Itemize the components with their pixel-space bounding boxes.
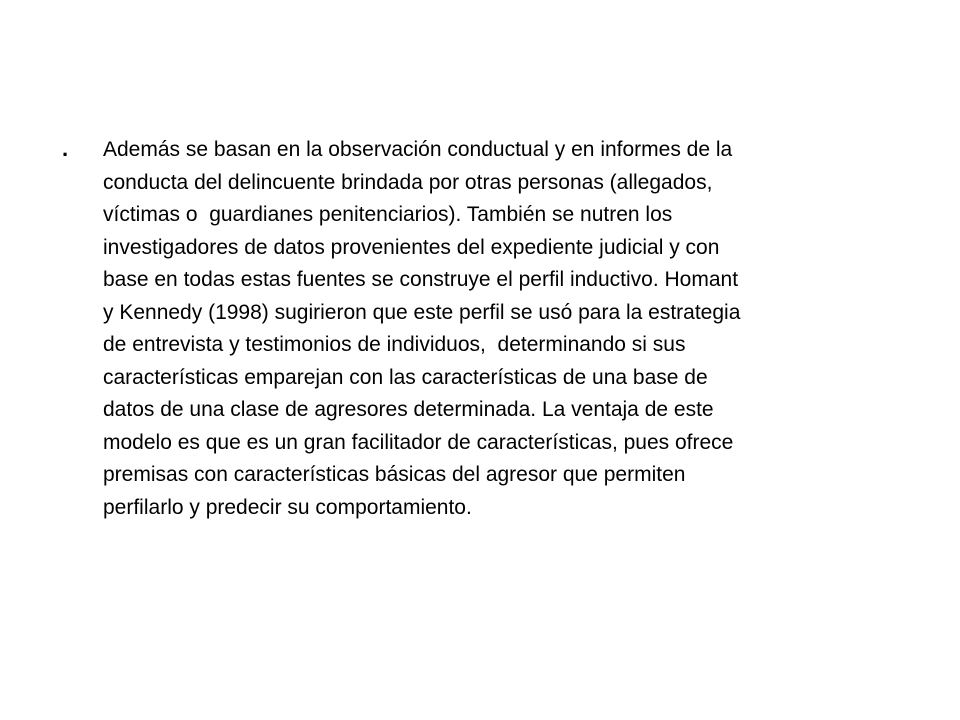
body-paragraph [103, 134, 913, 524]
bullet-marker: . [62, 136, 69, 161]
paragraph-line: víctimas o guardianes penitenciarios). También se nutren los [103, 203, 673, 226]
paragraph-line: y Kennedy (1998) sugirieron que este perfil se usó para la estrategia [103, 300, 741, 324]
paragraph-line: modelo es que es un gran facilitador de características, pues ofrece [103, 430, 734, 454]
paragraph-line: investigadores de datos provenientes del expediente judicial y con [103, 235, 720, 259]
paragraph-line: premisas con características básicas del agresor que permiten [103, 463, 686, 486]
paragraph-line: características emparejan con las características de una base de [103, 365, 708, 389]
paragraph-line: base en todas estas fuentes se construye el perfil inductivo. Homant [103, 268, 739, 291]
paragraph-line: perfilarlo y predecir su comportamiento. [103, 495, 472, 519]
paragraph-line: conducta del delincuente brindada por otras personas (allegados, [103, 170, 713, 194]
paragraph-line: Además se basan en la observación conductual y en informes de la [103, 138, 733, 161]
paragraph-line: datos de una clase de agresores determinada. La ventaja de este [103, 398, 714, 421]
paragraph-line: de entrevista y testimonios de individuos, determinando si sus [103, 333, 686, 356]
